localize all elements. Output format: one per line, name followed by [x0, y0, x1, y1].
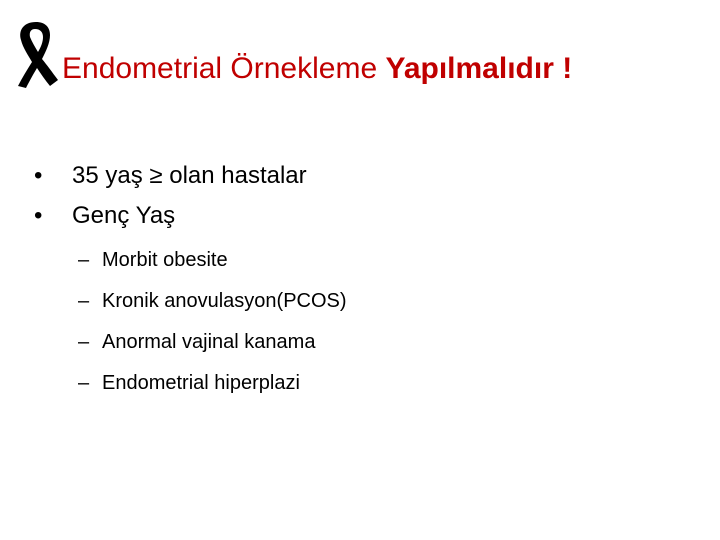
title-bold-text: Yapılmalıdır !: [385, 52, 573, 85]
bullet-text: 35 yaş ≥ olan hastalar: [72, 162, 307, 189]
bullet-item: [22, 196, 682, 236]
sub-bullet-marker: –: [78, 249, 90, 271]
sub-bullet-text: Kronik anovulasyon(PCOS): [102, 290, 347, 312]
sub-bullet-marker: –: [78, 331, 90, 353]
sub-bullet-marker: –: [78, 290, 90, 312]
sub-bullet-text: Endometrial hiperplazi: [102, 372, 300, 394]
sub-bullet-text: Anormal vajinal kanama: [102, 331, 316, 353]
sub-bullet-list: [22, 240, 682, 404]
sub-bullet-text: Morbit obesite: [102, 249, 228, 271]
sub-bullet-item: [22, 240, 682, 281]
bullet-item: [22, 156, 682, 196]
awareness-ribbon-icon: [6, 18, 58, 88]
sub-bullet-marker: –: [78, 372, 90, 394]
slide-title: [62, 50, 572, 88]
bullet-marker: •: [34, 162, 43, 189]
sub-bullet-item: [22, 281, 682, 322]
bullet-list: [22, 156, 682, 404]
bullet-marker: •: [34, 202, 43, 229]
sub-bullet-item: [22, 363, 682, 404]
sub-bullet-item: [22, 322, 682, 363]
title-regular-text: Endometrial Örnekleme: [62, 52, 386, 85]
bullet-text: Genç Yaş: [72, 202, 176, 229]
